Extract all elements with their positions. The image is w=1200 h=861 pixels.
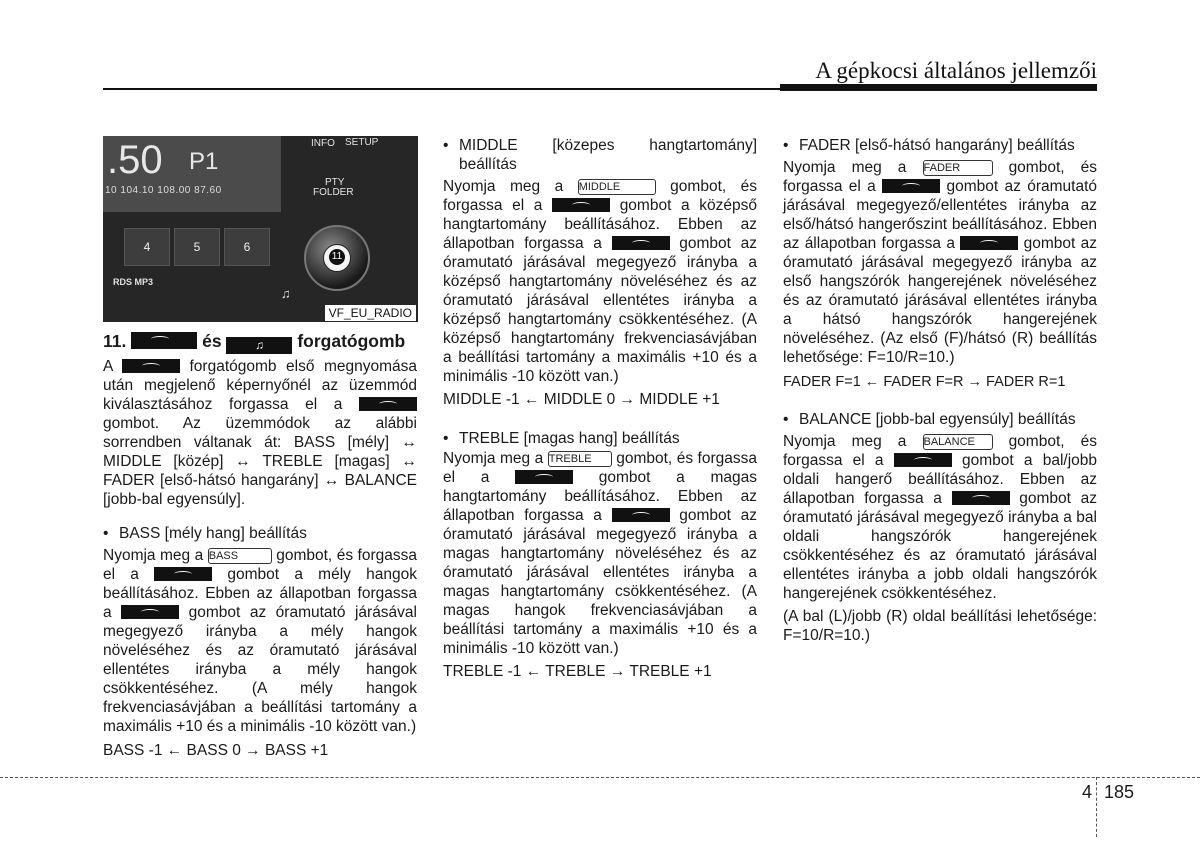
text: Nyomja meg a bbox=[103, 547, 204, 564]
preset-button-4: 4 bbox=[124, 228, 170, 266]
text: gombot az óramutató járásával megegyező/ellentétes irányba az első/hátsó hangerőszint beállításához. Ebben az állapotban forgassa a bbox=[783, 178, 1098, 252]
column-3 bbox=[783, 136, 1097, 645]
knob-center bbox=[323, 244, 351, 272]
text: forgatógomb első megnyomása után megjelenő képernyőnél az üzemmód kiválasztásához forgassa el a bbox=[103, 358, 417, 413]
tune-knob-icon bbox=[882, 179, 940, 193]
music-note-icon: ♫ bbox=[226, 337, 292, 354]
text: gombot, és forgassa el a bbox=[783, 433, 1097, 469]
tune-knob-icon bbox=[122, 359, 180, 373]
tune-knob-icon bbox=[131, 332, 197, 349]
text: gombot a bal/jobb oldali hangerő beállításához. Ebben az állapotban forgassa a bbox=[783, 452, 1098, 507]
column-2 bbox=[443, 136, 757, 681]
text: Nyomja meg a bbox=[443, 178, 564, 195]
music-note-icon: ♫ bbox=[281, 286, 291, 301]
page-number: 185 bbox=[1104, 782, 1135, 802]
fader-button-label: FADER bbox=[923, 160, 993, 176]
tune-knob-icon bbox=[960, 236, 1018, 250]
intro-paragraph bbox=[103, 357, 417, 509]
text: gombot az óramutató járásával megegyező irányba a középső hangtartomány növeléséhez és az óramutató járásával ellentétes irányba a középső hangtartomány csökkentéséhez. (A középső hangtartomány frekvenciasávjában a beállítási tartomány a maximális +10 és a minimális -10 között van.) bbox=[443, 235, 758, 385]
section-heading bbox=[103, 330, 417, 354]
text: gombot, és forgassa el a bbox=[783, 159, 1097, 195]
heading-number: 11. bbox=[103, 331, 127, 351]
figure-caption: VF_EU_RADIO bbox=[325, 305, 416, 321]
footer-dashed-rule bbox=[0, 777, 1200, 778]
folder-label: FOLDER bbox=[313, 187, 354, 198]
bass-button-label: BASS bbox=[208, 548, 272, 564]
heading-word: forgatógomb bbox=[297, 331, 406, 351]
setup-label: SETUP bbox=[345, 137, 379, 148]
column-1 bbox=[103, 330, 417, 760]
rds-mp3-logos: RDS MP3 bbox=[113, 277, 154, 287]
tune-knob bbox=[304, 225, 370, 291]
tune-knob-icon bbox=[612, 508, 670, 522]
treble-sequence: TREBLE -1 ← TREBLE → TREBLE +1 bbox=[443, 663, 712, 680]
bullet-middle: • MIDDLE [közepes hangtartomány] beállítás bbox=[443, 136, 757, 174]
header-bar bbox=[780, 84, 1097, 91]
tune-knob-icon bbox=[515, 470, 573, 484]
page-header-title: A gépkocsi általános jellemzői bbox=[815, 58, 1097, 83]
radio-photo bbox=[103, 136, 418, 322]
heading-and: és bbox=[202, 331, 222, 351]
treble-paragraph bbox=[443, 449, 757, 658]
text: gombot, és forgassa el a bbox=[103, 547, 418, 583]
info-label: INFO bbox=[311, 138, 335, 149]
display-frequency: .50 bbox=[107, 138, 163, 182]
middle-sequence: MIDDLE -1 ← MIDDLE 0 → MIDDLE +1 bbox=[443, 391, 720, 408]
text: gombot, és forgassa el a bbox=[443, 178, 758, 214]
text: gombot. Az üzemmódok az alábbi sorrendben váltanak át: BASS [mély] ↔ MIDDLE [közép] ↔ TREBLE [magas] ↔ FADER [első-hátsó hangarány] ↔ BALANCE [jobb-bal egyensúly]. bbox=[103, 415, 417, 508]
text: Nyomja meg a bbox=[783, 159, 907, 176]
bass-sequence: BASS -1 ← BASS 0 → BASS +1 bbox=[103, 742, 329, 759]
bullet-fader: • FADER [első-hátsó hangarány] beállítás bbox=[783, 136, 1097, 155]
text: gombot az óramutató járásával megegyező irányba az első hangszórók hangerejének növeléséhez és az óramutató járásával ellentétes irányba a hátsó hangszórók hangerejének növeléséhez. (Az első (F)/hátsó (R) beállítás lehetősége: F=10/R=10.) bbox=[783, 235, 1097, 366]
middle-button-label: MIDDLE bbox=[578, 179, 656, 195]
pty-label: PTY bbox=[325, 177, 345, 188]
tune-knob-icon bbox=[154, 567, 212, 581]
tune-knob-icon bbox=[612, 236, 670, 250]
chapter-number: 4 bbox=[1082, 782, 1093, 802]
tune-knob-icon bbox=[952, 491, 1010, 505]
preset-button-6: 6 bbox=[224, 228, 270, 266]
tune-knob-icon bbox=[552, 198, 610, 212]
fader-paragraph bbox=[783, 158, 1097, 367]
tune-knob-icon bbox=[359, 397, 417, 411]
text: Nyomja meg a bbox=[443, 450, 544, 467]
bullet-balance: • BALANCE [jobb-bal egyensúly] beállítás bbox=[783, 410, 1097, 429]
text: gombot az óramutató járásával megegyező irányba a bal oldali hangszórók hangerejének csökkentéséhez és az óramutató járásával ellentétes irányba a jobb oldali hangszórók hangerejének csökkentéséhez. bbox=[783, 490, 1098, 602]
text: gombot az óramutató járásával megegyező irányba a magas hangtartomány növeléséhez és az óramutató járásával ellentétes irányba a magas hangtartomány csökkentéséhez. (A magas hangok frekvenciasávjában a beállítási tartomány a maximális +10 és a minimális -10 között van.) bbox=[443, 507, 758, 657]
balance-button-label: BALANCE bbox=[923, 434, 993, 450]
text: gombot az óramutató járásával megegyező irányba a mély hangok növeléséhez és az óramutató járásával ellentétes irányba a mély hangok csökkentéséhez. (A mély hangok frekvenciasávjában a beállítási tartomány a maximális +10 és a minimális -10 között van.) bbox=[103, 604, 417, 735]
knob-callout-number: 11 bbox=[329, 249, 345, 265]
text: A bbox=[103, 358, 113, 375]
tune-knob-icon bbox=[121, 605, 179, 619]
balance-note: (A bal (L)/jobb (R) oldal beállítási lehetősége: F=10/R=10.) bbox=[783, 608, 1097, 644]
text: Nyomja meg a bbox=[783, 433, 907, 450]
bass-paragraph bbox=[103, 546, 417, 736]
preset-button-5: 5 bbox=[174, 228, 220, 266]
middle-paragraph bbox=[443, 177, 757, 386]
bullet-bass: • BASS [mély hang] beállítás bbox=[103, 524, 417, 543]
text: gombot a magas hangtartomány beállításához. Ebben az állapotban forgassa a bbox=[443, 469, 757, 524]
balance-paragraph bbox=[783, 432, 1097, 603]
text: gombot a középső hangtartomány beállításához. Ebben az állapotban forgassa a bbox=[443, 197, 758, 252]
footer-vertical-rule bbox=[1096, 777, 1097, 837]
bullet-treble: • TREBLE [magas hang] beállítás bbox=[443, 429, 757, 448]
treble-button-label: TREBLE bbox=[548, 451, 612, 467]
tune-knob-icon bbox=[894, 453, 952, 467]
display-frequency-list: 10 104.10 108.00 87.60 bbox=[105, 185, 222, 196]
fader-sequence: FADER F=1 ← FADER F=R → FADER R=1 bbox=[783, 374, 1066, 390]
text: gombot a mély hangok beállításához. Ebben az állapotban forgassa a bbox=[103, 566, 417, 621]
text: gombot, és forgassa el a bbox=[443, 450, 758, 486]
display-preset: P1 bbox=[189, 148, 219, 175]
